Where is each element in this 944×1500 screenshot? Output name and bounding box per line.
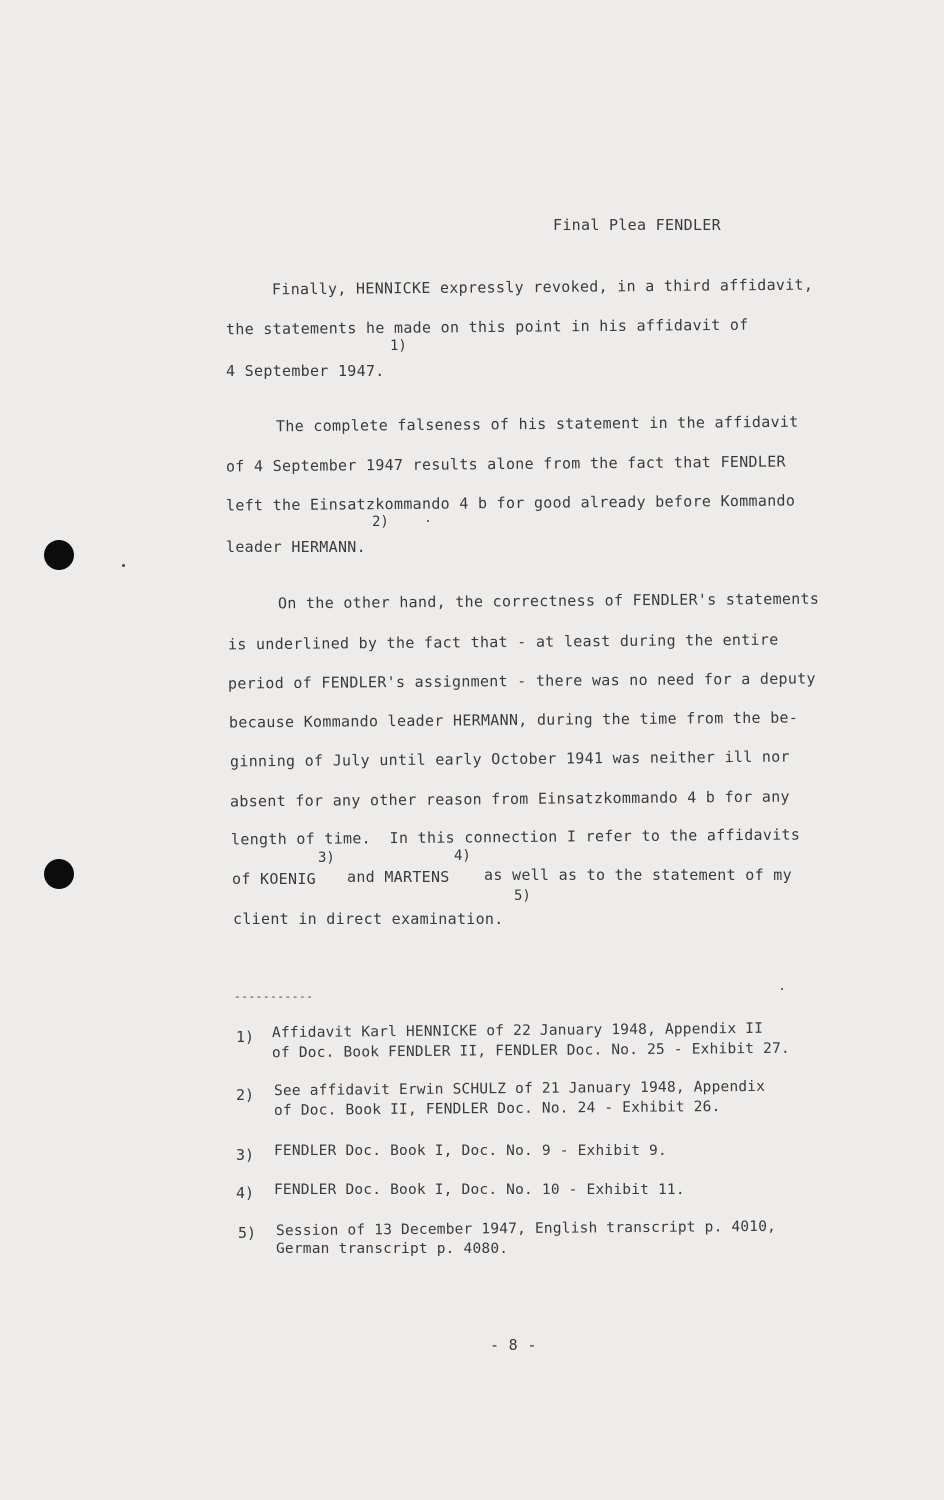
speck: [781, 988, 783, 990]
footnote-text: See affidavit Erwin SCHULZ of 21 January 1948, Appendix: [273, 1078, 766, 1100]
footnote-text: FENDLER Doc. Book I, Doc. No. 9 - Exhibit 9.: [274, 1143, 667, 1159]
footnote-ref: 1): [390, 338, 407, 354]
body-line: the statements he made on this point in his affidavit of: [225, 315, 749, 339]
page-number: - 8 -: [490, 1336, 537, 1354]
footnote-separator: -----------: [234, 990, 314, 1003]
footnote-text: German transcript p. 4080.: [276, 1241, 509, 1257]
footnote-number: 5): [238, 1224, 257, 1242]
body-line: because Kommando leader HERMANN, during the time from the be-: [228, 708, 799, 732]
body-line: length of time. In this connection I refer to the affidavits: [230, 825, 801, 849]
body-line: of 4 September 1947 results alone from the fact that FENDLER: [225, 452, 786, 476]
speck: [427, 520, 429, 522]
punch-hole-top: [44, 540, 74, 570]
body-line: left the Einsatzkommando 4 b for good already before Kommando: [225, 491, 796, 515]
body-line: On the other hand, the correctness of FENDLER's statements: [277, 589, 820, 613]
body-line: ginning of July until early October 1941 was neither ill nor: [229, 747, 790, 771]
punch-hole-bottom: [44, 859, 74, 889]
footnote-text: of Doc. Book II, FENDLER Doc. No. 24 - Exhibit 26.: [273, 1099, 721, 1119]
body-line: Finally, HENNICKE expressly revoked, in a third affidavit,: [271, 275, 814, 299]
body-line: as well as to the statement of my: [484, 866, 792, 884]
body-line: client in direct examination.: [233, 910, 504, 928]
body-line: of KOENIG: [232, 870, 316, 888]
footnote-ref: 4): [454, 848, 471, 864]
body-line: is underlined by the fact that - at least during the entire: [227, 630, 779, 654]
footnote-ref: 5): [514, 888, 531, 904]
footnote-number: 3): [236, 1146, 255, 1164]
body-line: period of FENDLER's assignment - there was no need for a deputy: [227, 669, 816, 693]
body-line: 4 September 1947.: [226, 362, 385, 380]
page-title: Final Plea FENDLER: [553, 216, 721, 234]
footnote-text: of Doc. Book FENDLER II, FENDLER Doc. No. 25 - Exhibit 27.: [271, 1040, 790, 1062]
speck: [122, 564, 125, 567]
footnote-text: Session of 13 December 1947, English transcript p. 4010,: [275, 1218, 777, 1240]
body-line: absent for any other reason from Einsatzkommando 4 b for any: [229, 787, 790, 811]
footnote-ref: 2): [372, 514, 389, 530]
footnote-number: 4): [236, 1184, 255, 1202]
footnote-number: 1): [236, 1028, 255, 1046]
body-line: leader HERMANN.: [226, 538, 366, 556]
footnote-text: FENDLER Doc. Book I, Doc. No. 10 - Exhibit 11.: [274, 1182, 685, 1198]
footnote-ref: 3): [318, 850, 335, 866]
footnote-number: 2): [236, 1086, 255, 1104]
body-line: and MARTENS: [347, 868, 450, 886]
body-line: The complete falseness of his statement in the affidavit: [275, 412, 799, 436]
footnote-text: Affidavit Karl HENNICKE of 22 January 1948, Appendix II: [271, 1020, 764, 1042]
